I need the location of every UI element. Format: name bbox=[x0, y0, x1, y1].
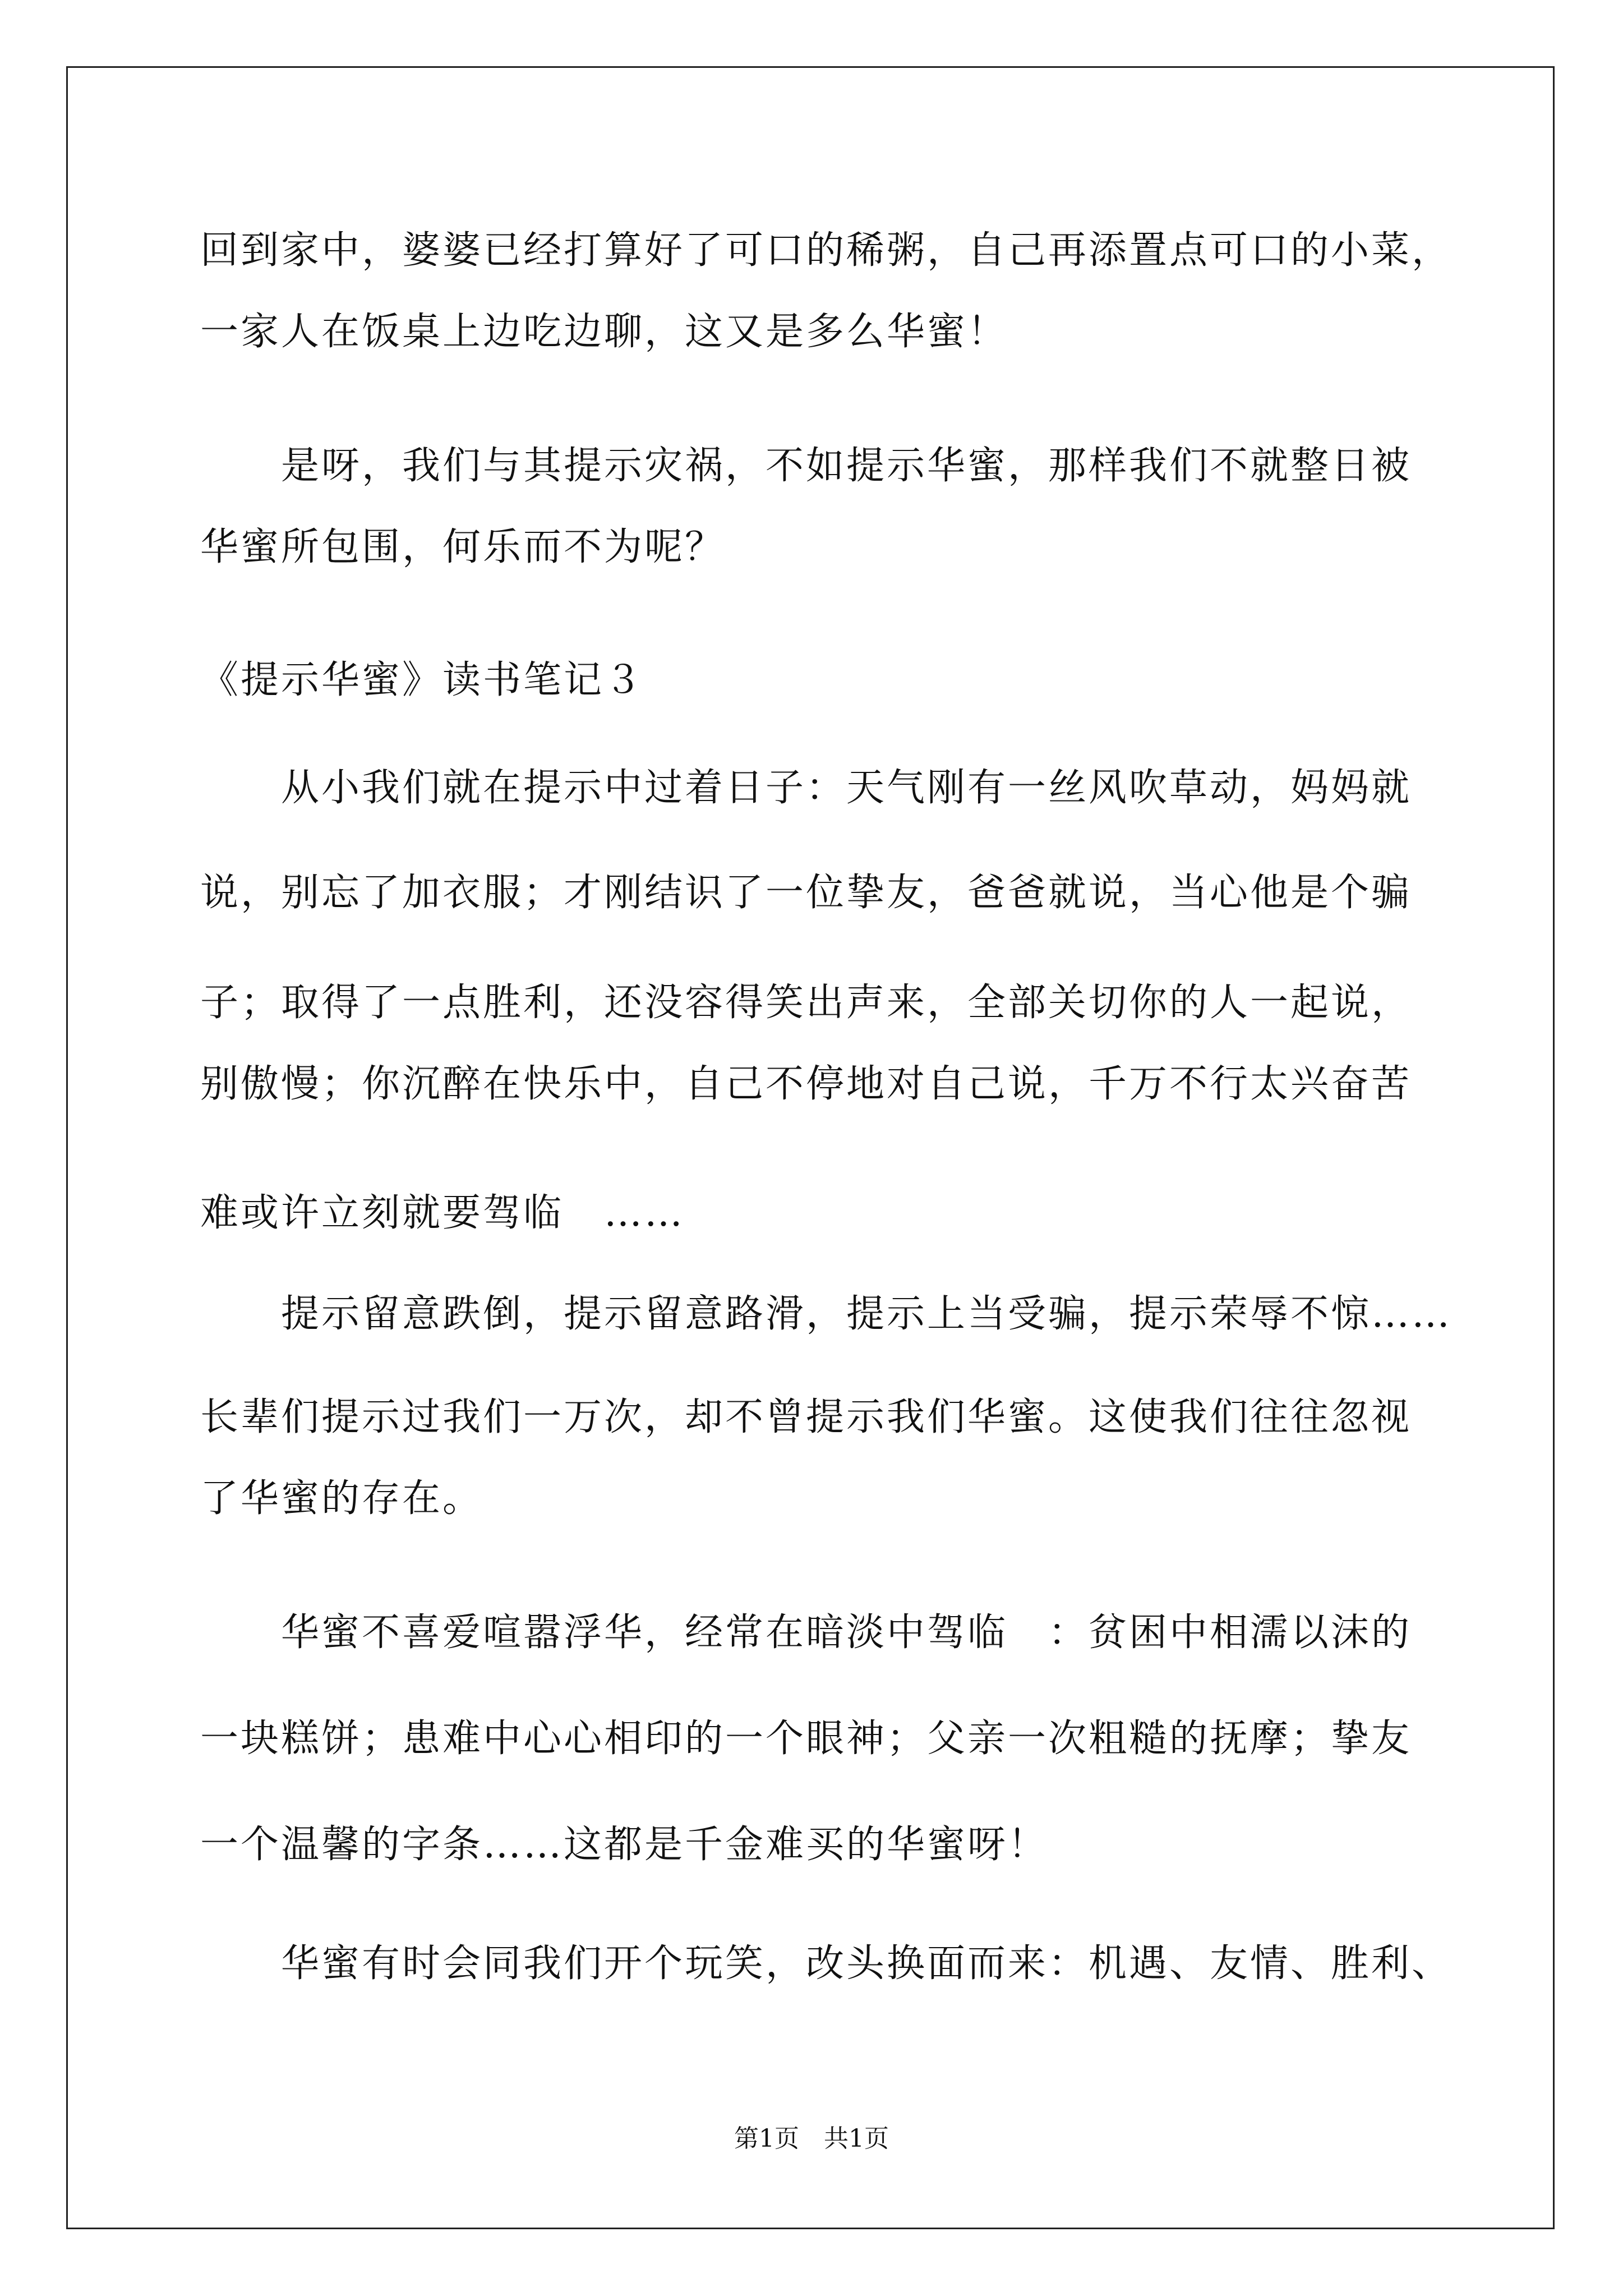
text-line: 子；取得了一点胜利，还没容得笑出声来，全部关切你的人一起说， bbox=[200, 981, 1412, 1025]
text-line: 一家人在饭桌上边吃边聊，这又是多么华蜜！ bbox=[200, 310, 1008, 354]
text-line: 难或许立刻就要驾临 …… bbox=[200, 1191, 685, 1235]
text-line: 从小我们就在提示中过着日子：天气刚有一丝风吹草动，妈妈就 bbox=[200, 766, 1412, 810]
page-border bbox=[66, 66, 1555, 2229]
text-line: 华蜜不喜爱喧嚣浮华，经常在暗淡中驾临 ：贫困中相濡以沫的 bbox=[200, 1611, 1412, 1655]
text-line: 别傲慢；你沉醉在快乐中，自己不停地对自己说，千万不行太兴奋苦 bbox=[200, 1062, 1412, 1106]
text-line: 华蜜所包围，何乐而不为呢？ bbox=[200, 525, 726, 569]
section-heading: 《提示华蜜》读书笔记３ bbox=[200, 658, 645, 702]
text-line: 回到家中，婆婆已经打算好了可口的稀粥，自己再添置点可口的小菜， bbox=[200, 228, 1453, 273]
text-line: 提示留意跌倒，提示留意路滑，提示上当受骗，提示荣辱不惊…… bbox=[200, 1292, 1453, 1336]
text-line: 一块糕饼；患难中心心相印的一个眼神；父亲一次粗糙的抚摩；挚友 bbox=[200, 1717, 1412, 1761]
page-footer: 第1页 共1页 bbox=[734, 2124, 889, 2153]
text-line: 说，别忘了加衣服；才刚结识了一位挚友，爸爸就说，当心他是个骗 bbox=[200, 871, 1412, 915]
text-line: 长辈们提示过我们一万次，却不曾提示我们华蜜。这使我们往往忽视 bbox=[200, 1395, 1412, 1439]
text-line: 了华蜜的存在。 bbox=[200, 1476, 483, 1521]
text-line: 一个温馨的字条……这都是千金难买的华蜜呀！ bbox=[200, 1823, 1049, 1867]
text-line: 是呀，我们与其提示灾祸，不如提示华蜜，那样我们不就整日被 bbox=[200, 444, 1412, 488]
text-line: 华蜜有时会同我们开个玩笑，改头换面而来：机遇、友情、胜利、 bbox=[200, 1941, 1453, 1986]
